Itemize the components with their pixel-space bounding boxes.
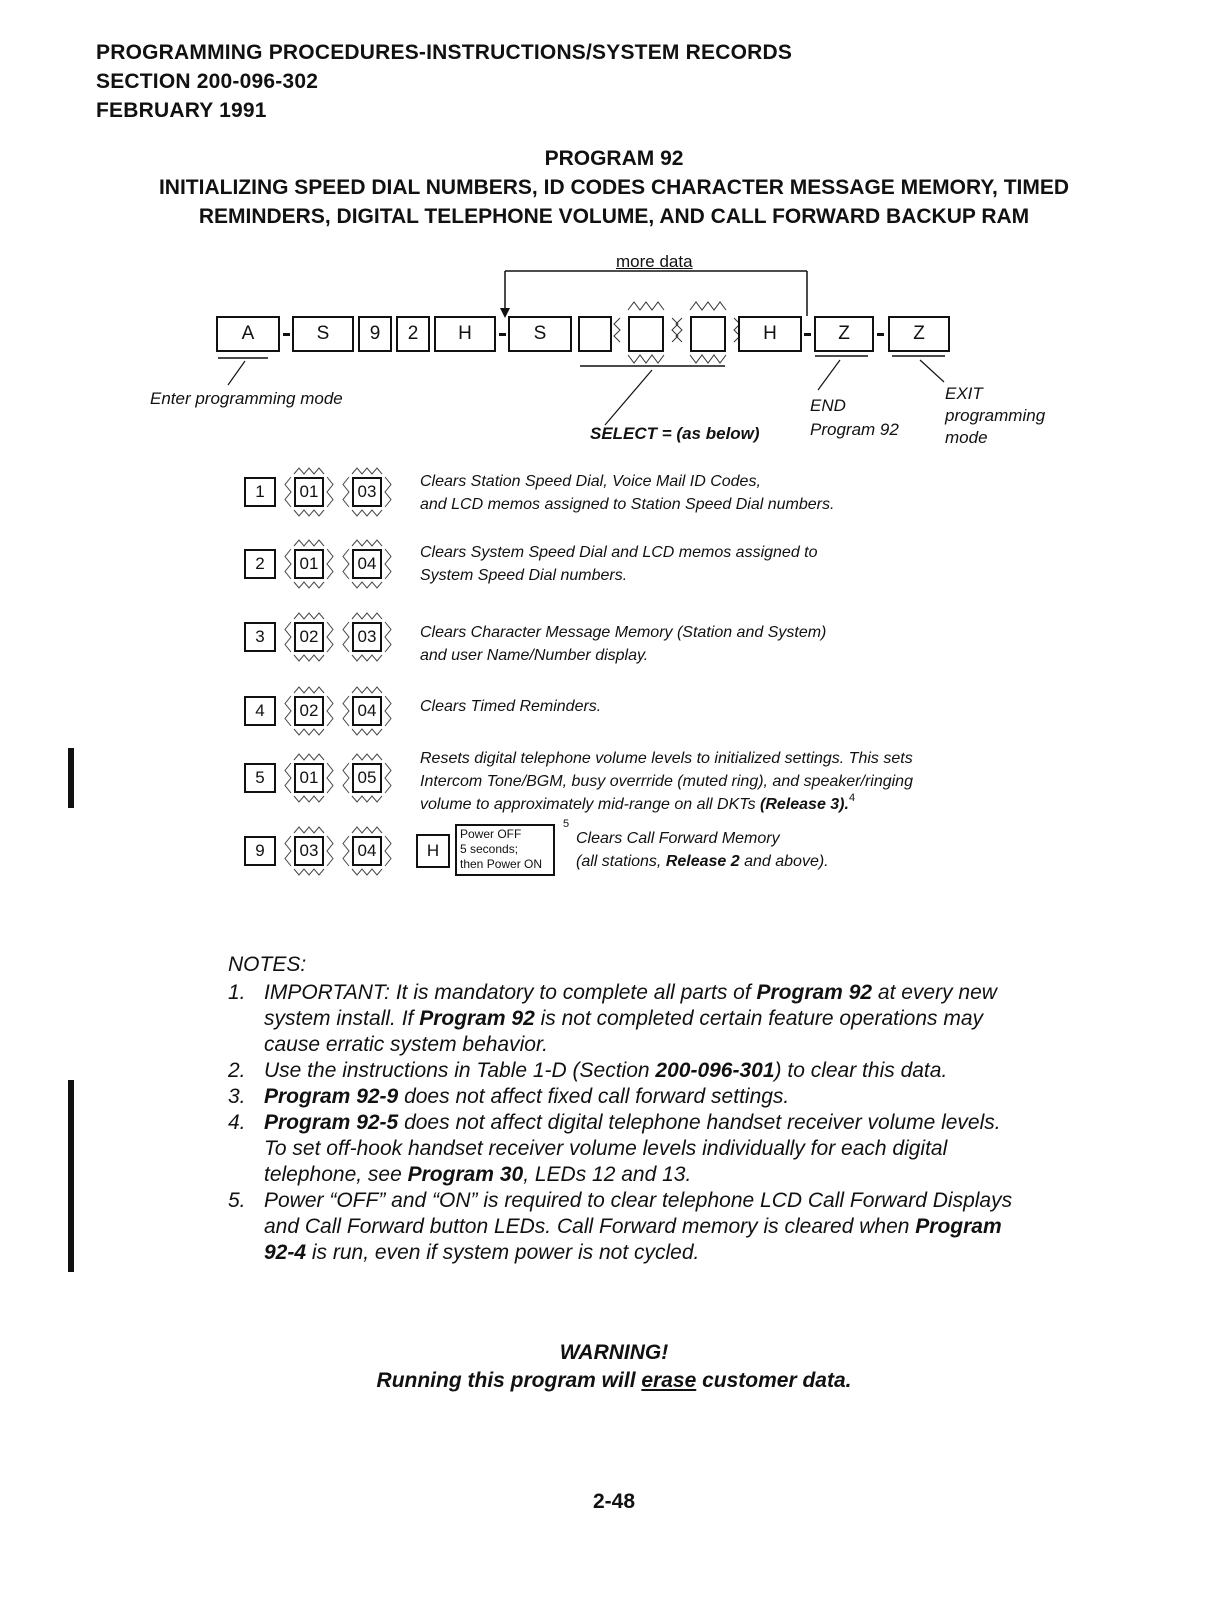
- led-blink-icon: [285, 622, 291, 652]
- option-hold-key: H: [416, 834, 450, 868]
- option-led1: 03: [294, 836, 324, 866]
- option-desc-line2: Intercom Tone/BGM, busy overrride (muted ring), and speaker/ringing: [420, 773, 913, 790]
- note-text: does not affect digital telephone handset receiver volume levels. To set off-hook handset receiver volume levels individually for each digital telephone, see: [264, 1111, 1001, 1186]
- footnote-ref: 5: [563, 818, 570, 830]
- power-line3: then Power ON: [460, 857, 543, 871]
- select-label: SELECT = (as below): [590, 424, 760, 443]
- key-s-second: S: [508, 316, 572, 352]
- key-2: 2: [396, 316, 430, 352]
- led-blink-icon: [294, 796, 324, 802]
- led-blink-icon: [343, 477, 349, 507]
- note-text: is not completed certain feature operations may cause erratic system behavior.: [264, 1007, 984, 1056]
- option-desc-line1: Resets digital telephone volume levels to initialized settings. This sets: [420, 750, 913, 767]
- led-blink-icon: [352, 655, 382, 661]
- led-blink-icon: [352, 510, 382, 516]
- led-blink-icon: [352, 754, 382, 760]
- note-3: [228, 1084, 1028, 1110]
- note-number: 4.: [228, 1111, 246, 1134]
- led-blink-icon: [285, 477, 291, 507]
- led-blink-icon: [285, 763, 291, 793]
- led-blink-icon: [294, 510, 324, 516]
- warning-text-part: Running this program will: [376, 1369, 642, 1392]
- release-label: (Release 3).: [760, 796, 849, 813]
- option-key: 1: [244, 477, 276, 507]
- led-blink-icon: [294, 468, 324, 474]
- led-blink-icon: [385, 477, 391, 507]
- exit-label-line3: mode: [945, 428, 988, 447]
- option-desc-line1: Clears Station Speed Dial, Voice Mail ID Codes,: [420, 473, 761, 490]
- option-led1: 01: [294, 549, 324, 579]
- key-a: A: [216, 316, 280, 352]
- option-desc-line1: Clears Call Forward Memory: [576, 830, 780, 847]
- led-blink-icon: [285, 696, 291, 726]
- warning-heading: WARNING!: [559, 1341, 669, 1364]
- key-s: S: [292, 316, 354, 352]
- led-blink-icon: [327, 477, 333, 507]
- exit-label: EXIT: [945, 384, 983, 403]
- led-blink-icon: [294, 869, 324, 875]
- header-title: PROGRAMMING PROCEDURES-INSTRUCTIONS/SYSTEM RECORDS: [96, 41, 793, 64]
- change-bar: [68, 748, 74, 808]
- note-text: Use the instructions in Table 1-D (Section: [264, 1059, 656, 1082]
- power-line1: Power OFF: [460, 827, 522, 841]
- led-blink-icon: [294, 687, 324, 693]
- note-text: does not affect fixed call forward settings.: [398, 1085, 790, 1108]
- led-blink-icon: [385, 696, 391, 726]
- footnote-ref: 4: [848, 792, 856, 804]
- exit-label-line2: programming: [945, 406, 1046, 425]
- warning-text: [0, 1366, 1228, 1395]
- led-blink-icon: [285, 836, 291, 866]
- led-blink-icon: [385, 763, 391, 793]
- more-data-label: more data: [616, 252, 693, 271]
- option-desc-line2: System Speed Dial numbers.: [420, 567, 628, 584]
- led-blink-icon: [352, 613, 382, 619]
- key-z-second: Z: [888, 316, 950, 352]
- option-led2: 03: [352, 622, 382, 652]
- option-key: 3: [244, 622, 276, 652]
- led-blink-icon: [327, 836, 333, 866]
- led-blink-icon: [352, 869, 382, 875]
- note-text: is run, even if system power is not cycled.: [306, 1241, 700, 1264]
- led-blink-icon: [327, 622, 333, 652]
- led-blink-icon: [294, 655, 324, 661]
- note-2: [228, 1058, 1028, 1084]
- key-z: Z: [814, 316, 874, 352]
- note-number: 5.: [228, 1189, 246, 1212]
- program-title: PROGRAM 92: [544, 147, 684, 170]
- note-5: [228, 1188, 1028, 1266]
- note-text: , LEDs 12 and 13.: [523, 1163, 692, 1186]
- led-blink-icon: [294, 540, 324, 546]
- option-key: 5: [244, 763, 276, 793]
- note-emphasis: Program 92: [419, 1007, 535, 1030]
- led-blink-icon: [294, 754, 324, 760]
- led-blink-icon: [327, 763, 333, 793]
- option-led2: 04: [352, 836, 382, 866]
- option-key: 2: [244, 549, 276, 579]
- led-blink-icon: [385, 836, 391, 866]
- led-blink-icon: [327, 549, 333, 579]
- power-line2: 5 seconds;: [460, 842, 519, 856]
- option-desc-line1: Clears Character Message Memory (Station and System): [420, 624, 827, 641]
- led-blink-icon: [352, 796, 382, 802]
- enter-programming-label: Enter programming mode: [150, 389, 343, 408]
- led-blink-icon: [343, 549, 349, 579]
- option-desc-text: volume to approximately mid-range on all DKTs: [420, 796, 761, 813]
- end-sub-label: Program 92: [810, 420, 899, 439]
- option-desc-text: and above).: [739, 853, 829, 870]
- notes-section: [228, 952, 1028, 1266]
- option-led1: 02: [294, 622, 324, 652]
- option-led1: 01: [294, 477, 324, 507]
- note-4: [228, 1110, 1028, 1188]
- note-text: Power “OFF” and “ON” is required to clear telephone LCD Call Forward Displays and Call Forward button LEDs. Call Forward memory is cleared when: [264, 1189, 1013, 1238]
- option-led1: 02: [294, 696, 324, 726]
- note-1: [228, 980, 1028, 1058]
- led-blink-icon: [352, 468, 382, 474]
- note-number: 2.: [228, 1059, 246, 1082]
- option-desc-line1: Clears System Speed Dial and LCD memos assigned to: [420, 544, 818, 561]
- led-blink-icon: [385, 622, 391, 652]
- header-date: FEBRUARY 1991: [96, 99, 267, 122]
- release-label: Release 2: [665, 853, 740, 870]
- note-emphasis: Program 92-5: [264, 1111, 399, 1134]
- program-subtitle-line1: INITIALIZING SPEED DIAL NUMBERS, ID CODES CHARACTER MESSAGE MEMORY, TIMED: [158, 176, 1070, 199]
- led-blink-icon: [327, 696, 333, 726]
- note-emphasis: Program 92-9: [264, 1085, 399, 1108]
- note-number: 3.: [228, 1085, 246, 1108]
- change-bar: [68, 1080, 74, 1272]
- note-emphasis: Program 92-4: [264, 1215, 1002, 1264]
- note-text: ) to clear this data.: [774, 1059, 948, 1082]
- option-led1: 01: [294, 763, 324, 793]
- led-blink-icon: [343, 763, 349, 793]
- header-section: SECTION 200-096-302: [96, 70, 319, 93]
- note-emphasis: Program 30: [407, 1163, 524, 1186]
- key-9: 9: [358, 316, 392, 352]
- option-desc-line2: and LCD memos assigned to Station Speed Dial numbers.: [420, 496, 835, 513]
- led-blink-icon: [352, 582, 382, 588]
- option-desc-text: (all stations,: [576, 853, 666, 870]
- note-number: 1.: [228, 981, 246, 1004]
- option-desc-line2: and user Name/Number display.: [420, 647, 649, 664]
- led-blink-icon: [294, 729, 324, 735]
- note-text: at every new system install. If: [264, 981, 997, 1030]
- led-blink-icon: [343, 836, 349, 866]
- option-desc-line1: Clears Timed Reminders.: [420, 698, 602, 715]
- option-led2: 04: [352, 549, 382, 579]
- led-blink-icon: [343, 696, 349, 726]
- key-h-second: H: [738, 316, 802, 352]
- notes-heading: NOTES:: [228, 953, 307, 976]
- led-blink-icon: [294, 582, 324, 588]
- option-key: 4: [244, 696, 276, 726]
- led-blink-icon: [343, 622, 349, 652]
- led-blink-icon: [352, 687, 382, 693]
- option-key: 9: [244, 836, 276, 866]
- led-blink-icon: [352, 729, 382, 735]
- option-led2: 04: [352, 696, 382, 726]
- note-emphasis: 200-096-301: [655, 1059, 775, 1082]
- led-blink-icon: [294, 827, 324, 833]
- warning-text-part: customer data.: [696, 1369, 852, 1392]
- warning-emphasis: erase: [641, 1369, 697, 1392]
- led-blink-icon: [285, 549, 291, 579]
- led-blink-icon: [294, 613, 324, 619]
- led-blink-icon: [385, 549, 391, 579]
- key-h: H: [434, 316, 496, 352]
- program-subtitle-line2: REMINDERS, DIGITAL TELEPHONE VOLUME, AND CALL FORWARD BACKUP RAM: [198, 205, 1030, 228]
- note-emphasis: Program 92: [756, 981, 873, 1004]
- option-led2: 03: [352, 477, 382, 507]
- option-led2: 05: [352, 763, 382, 793]
- end-label: END: [810, 396, 846, 415]
- led-blink-icon: [352, 540, 382, 546]
- led-blink-icon: [352, 827, 382, 833]
- note-text: IMPORTANT: It is mandatory to complete all parts of: [264, 981, 757, 1004]
- page-number: 2-48: [592, 1490, 636, 1513]
